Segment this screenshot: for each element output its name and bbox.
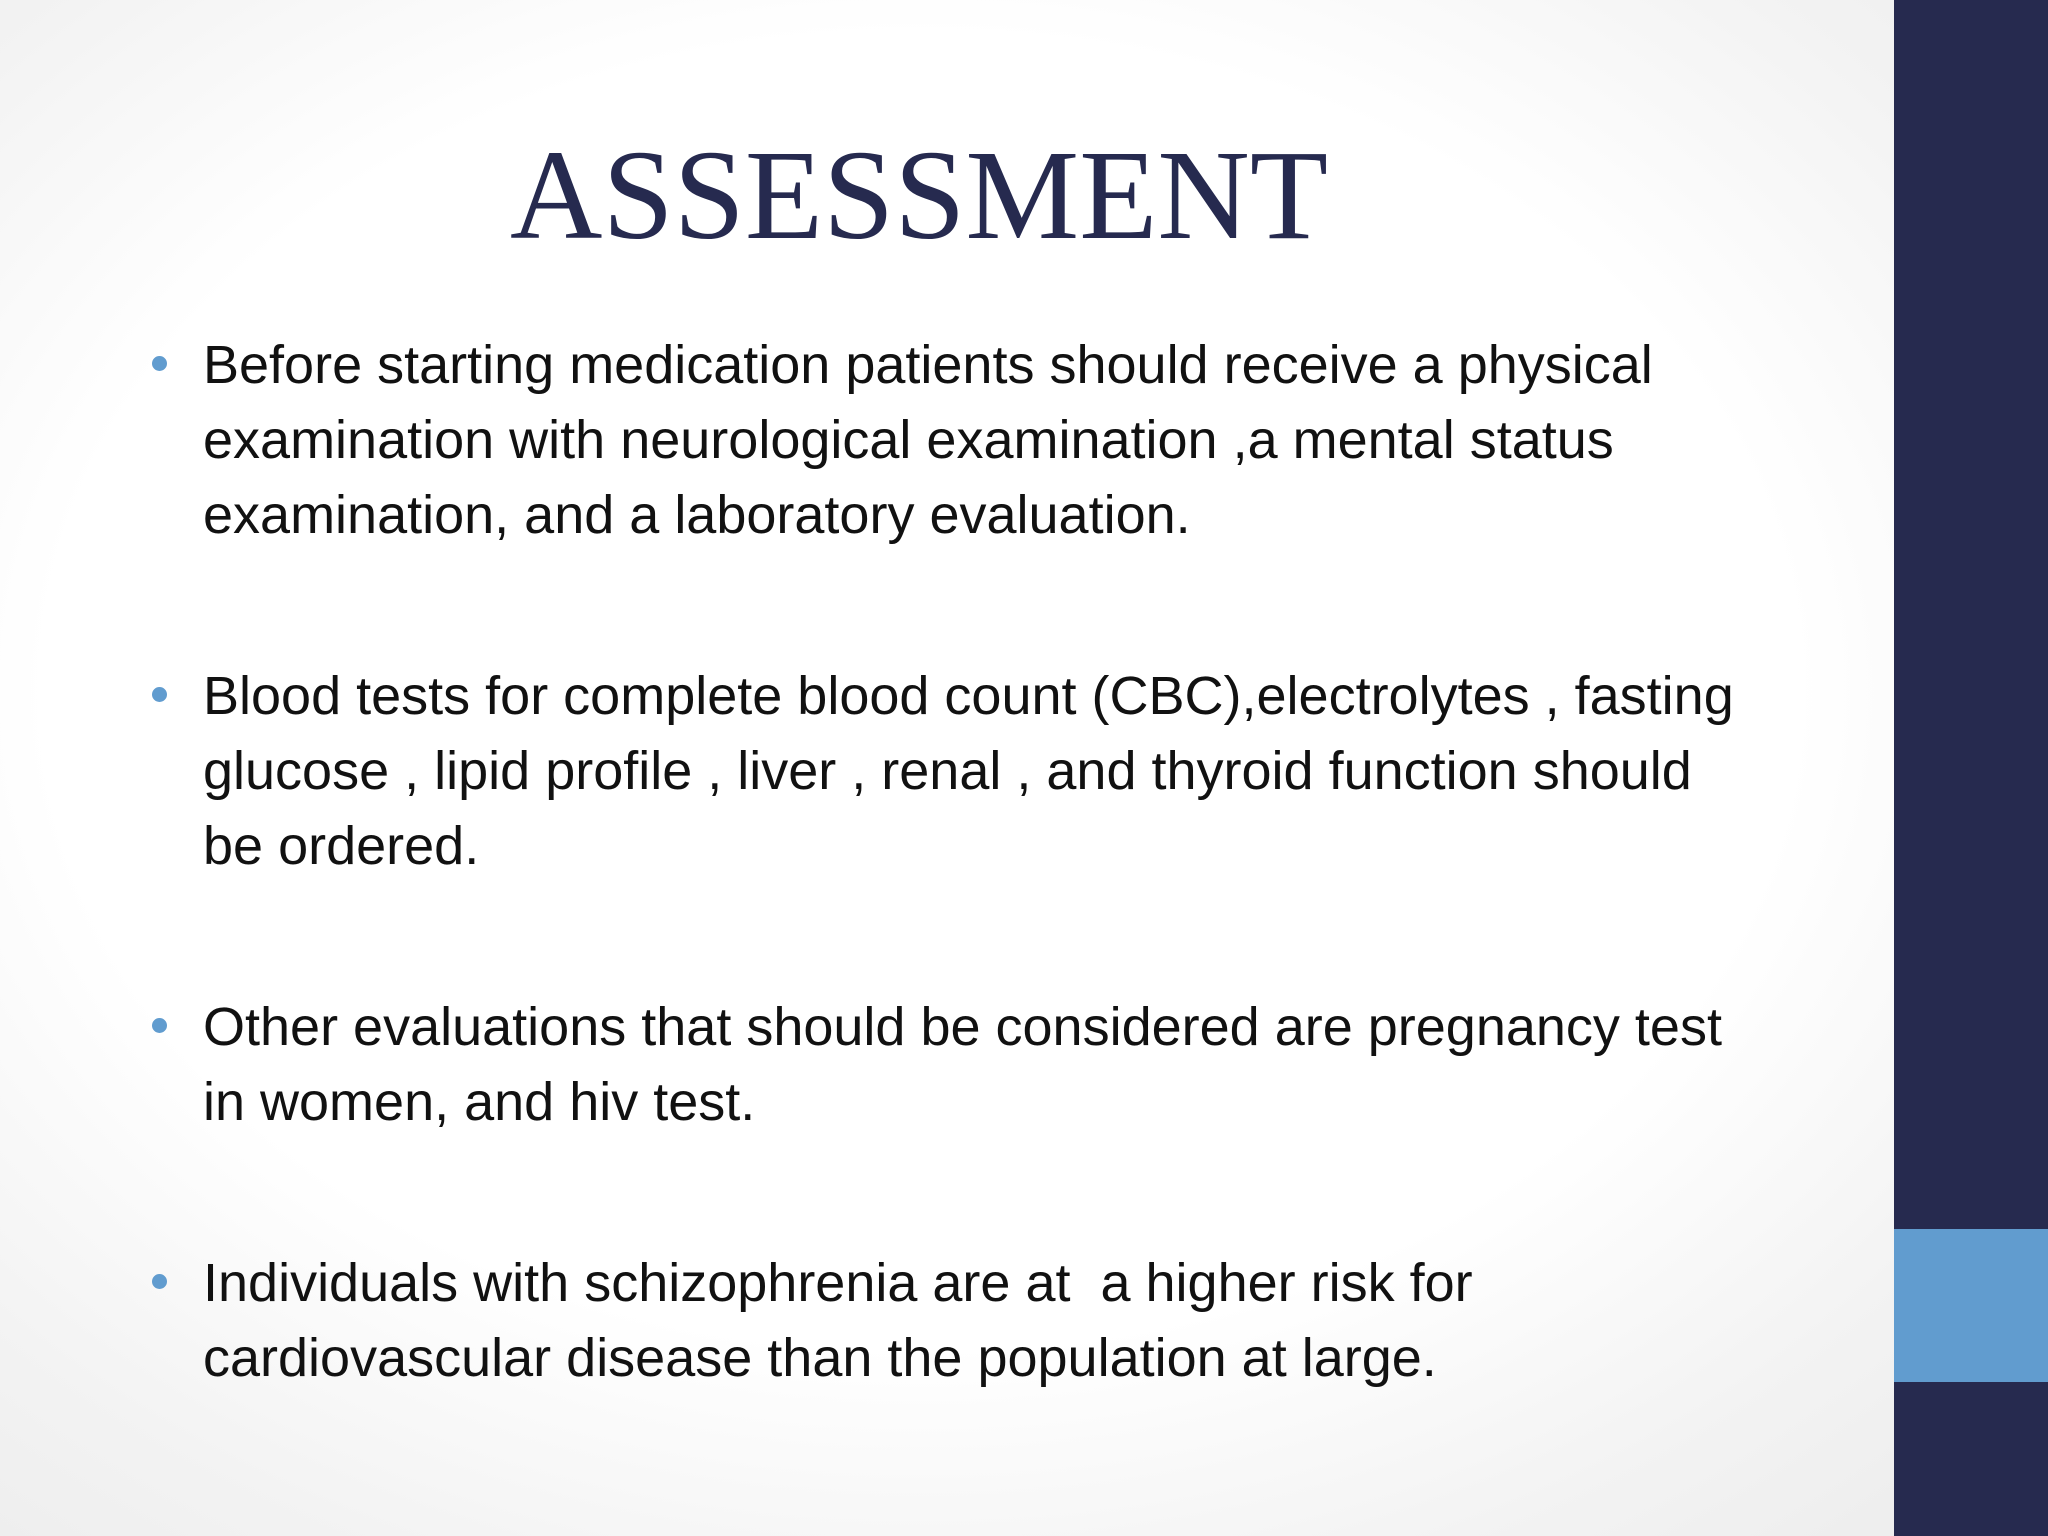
bullet-dot-icon bbox=[152, 1274, 167, 1289]
bullet-dot-icon bbox=[152, 1018, 167, 1033]
bullet-text: Other evaluations that should be considered are pregnancy test in women, and hiv test. bbox=[203, 997, 1737, 1132]
bullet-text: Before starting medication patients should receive a physical examination with neurological examination ,a mental status examination, and a laboratory evaluation. bbox=[203, 335, 1668, 545]
bullet-item bbox=[145, 1246, 1765, 1396]
bullet-list bbox=[145, 328, 1765, 1396]
bullet-item bbox=[145, 659, 1765, 884]
side-accent-block bbox=[1894, 1229, 2048, 1382]
bullet-item bbox=[145, 990, 1765, 1140]
bullet-dot-icon bbox=[152, 356, 167, 371]
slide-title: ASSESSMENT bbox=[510, 124, 1328, 266]
bullet-text: Blood tests for complete blood count (CBC),electrolytes , fasting glucose , lipid profile , liver , renal , and thyroid function should be ordered. bbox=[203, 666, 1749, 876]
bullet-item bbox=[145, 328, 1765, 553]
bullet-text: Individuals with schizophrenia are at a higher risk for cardiovascular disease than the population at large. bbox=[203, 1253, 1488, 1388]
bullet-dot-icon bbox=[152, 687, 167, 702]
